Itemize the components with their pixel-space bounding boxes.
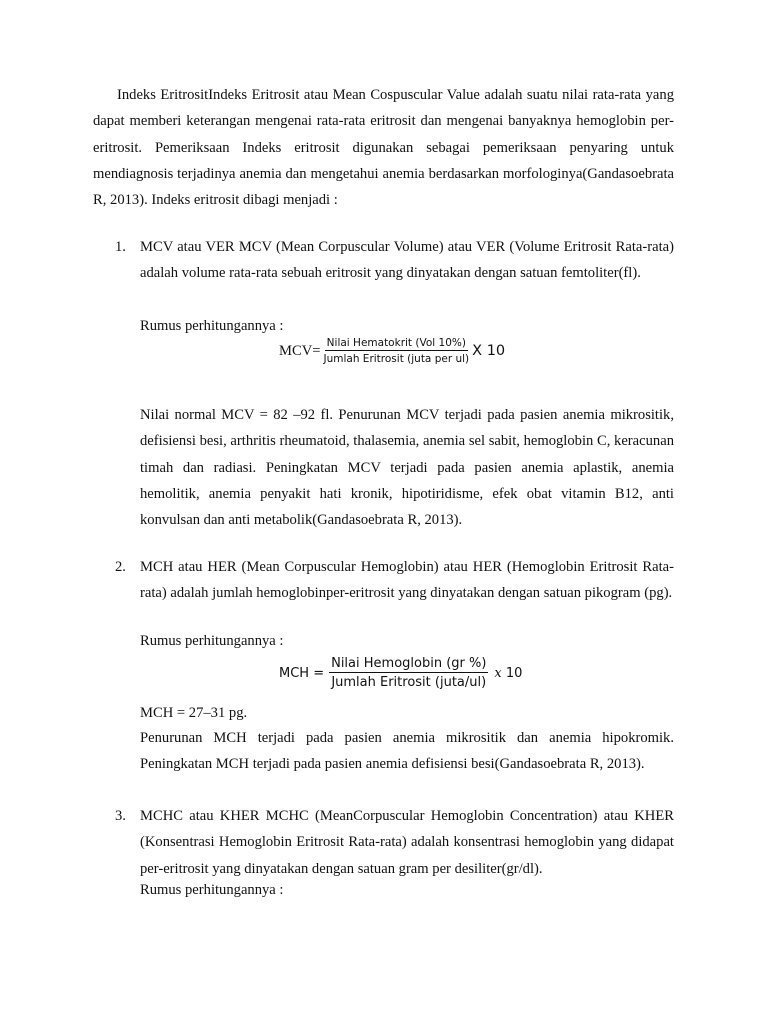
mch-formula	[279, 656, 522, 690]
mchc-formula-label: Rumus perhitungannya :	[140, 882, 284, 898]
mch-formula-fraction	[329, 656, 488, 690]
mch-formula-lhs: MCH =	[279, 665, 325, 681]
mcv-formula-numerator: Nilai Hematokrit (Vol 10%)	[326, 337, 466, 349]
list-number-3: 3.	[115, 808, 126, 824]
mcv-formula	[279, 337, 505, 365]
mch-formula-variable: x	[494, 665, 502, 681]
mcv-definition: MCV atau VER MCV (Mean Corpuscular Volume) atau VER (Volume Eritrosit Rata-rata) adalah volume rata-rata sebuah eritrosit yang dinyatakan dengan satuan femtoliter(fl).	[140, 239, 674, 282]
mcv-formula-fraction	[321, 337, 471, 365]
mcv-notes: Nilai normal MCV = 82 –92 fl. Penurunan MCV terjadi pada pasien anemia mikrositik, defisiensi besi, arthritis rheumatoid, thalasemia, anemia sel sabit, hemoglobin C, keracunan timah dan radiasi. Peningkatan MCV terjadi pada pasien anemia aplastik, anemia hemolitik, anemia penyakit hati kronik, hipotiridisme, efek obat vitamin B12, anti konvulsan dan anti metabolik(Gandasoebrata R, 2013).	[140, 407, 674, 529]
mch-formula-factor: 10	[505, 665, 523, 681]
list-number-1: 1.	[115, 239, 126, 255]
mch-formula-multiplier	[494, 666, 522, 681]
mch-definition: MCH atau HER (Mean Corpuscular Hemoglobin) atau HER (Hemoglobin Eritrosit Rata-rata) adalah jumlah hemoglobinper-eritrosit yang dinyatakan dengan satuan pikogram (pg).	[140, 559, 674, 602]
mch-formula-denominator: Jumlah Eritrosit (juta/ul)	[331, 675, 487, 690]
mcv-formula-lhs: MCV=	[279, 342, 321, 359]
mch-formula-label: Rumus perhitungannya :	[140, 633, 284, 649]
mch-formula-numerator: Nilai Hemoglobin (gr %)	[331, 656, 487, 671]
mchc-definition: MCHC atau KHER MCHC (MeanCorpuscular Hemoglobin Concentration) atau KHER (Konsentrasi Hemoglobin Eritrosit Rata-rata) adalah konsentrasi hemoglobin yang didapat per-eritrosit yang dinyatakan dengan satuan gram per desiliter(gr/dl).	[140, 808, 674, 877]
mcv-formula-label: Rumus perhitungannya :	[140, 318, 284, 334]
mch-notes: Penurunan MCH terjadi pada pasien anemia mikrositik dan anemia hipokromik. Peningkatan MCH terjadi pada pasien anemia defisiensi besi(Gandasoebrata R, 2013).	[140, 730, 674, 773]
mcv-formula-multiplier: X 10	[472, 343, 506, 359]
intro-paragraph: Indeks EritrositIndeks Eritrosit atau Mean Cospuscular Value adalah suatu nilai rata-rata yang dapat memberi keterangan mengenai rata-rata eritrosit dan mengenai banyaknya hemoglobin per-eritrosit. Pemeriksaan Indeks eritrosit digunakan sebagai pemeriksaan penyaring untuk mendiagnosis terjadinya anemia dan mengetahui anemia berdasarkan morfologinya(Gandasoebrata R, 2013). Indeks eritrosit dibagi menjadi :	[93, 87, 674, 209]
mcv-formula-denominator: Jumlah Eritrosit (juta per ul)	[323, 353, 470, 365]
mch-normal-value: MCH = 27–31 pg.	[140, 705, 248, 721]
list-number-2: 2.	[115, 559, 126, 575]
